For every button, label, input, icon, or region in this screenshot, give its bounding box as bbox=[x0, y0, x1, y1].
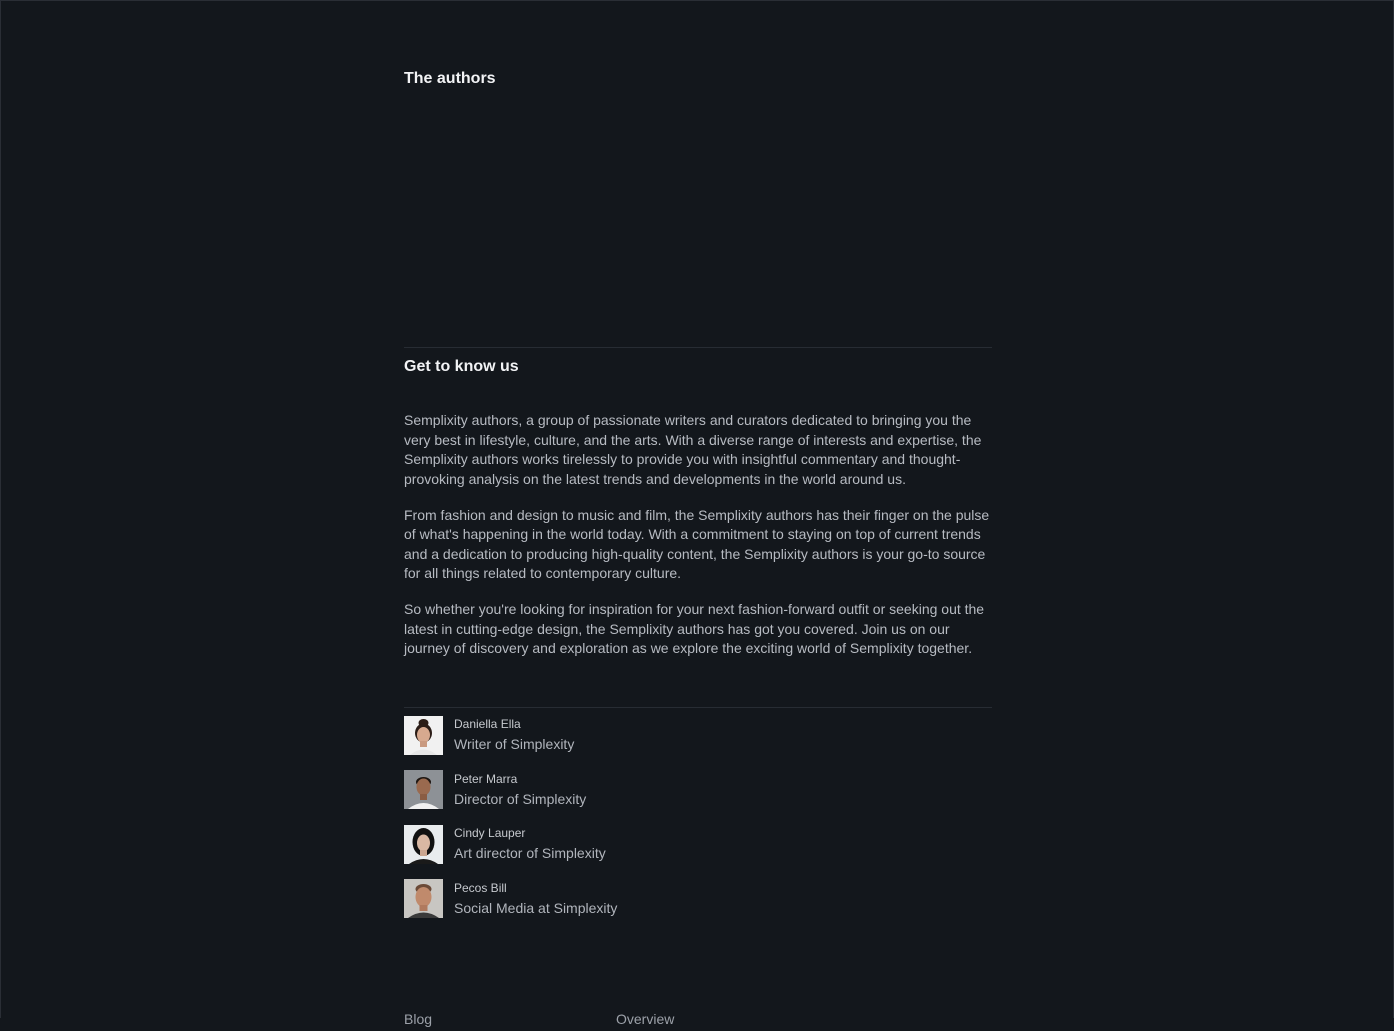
member-role: Writer of Simplexity bbox=[454, 736, 575, 752]
footer-links bbox=[404, 1011, 992, 1031]
member-role: Social Media at Simplexity bbox=[454, 899, 618, 916]
get-to-know-us-title: Get to know us bbox=[404, 358, 519, 375]
team-member-daniella-ella[interactable] bbox=[404, 715, 992, 755]
footer-link-overview[interactable]: Overview bbox=[616, 1011, 675, 1027]
team-member-cindy-lauper[interactable] bbox=[404, 824, 992, 864]
team-divider bbox=[404, 707, 992, 708]
footer-link-blog[interactable]: Blog bbox=[404, 1011, 433, 1027]
authors-title: The authors bbox=[404, 70, 496, 87]
about-paragraph-3: So whether you're looking for inspiration for your next fashion-forward outfit or seeking out the latest in cutting-edge design, the Semplixity authors has got you covered. Join us on our journey of discovery and exploration as we explore the exciting world of Semplixity together. bbox=[404, 601, 985, 656]
avatar bbox=[404, 879, 443, 918]
member-name: Pecos Bill bbox=[454, 880, 507, 895]
member-name: Daniella Ella bbox=[454, 717, 521, 731]
member-name: Cindy Lauper bbox=[454, 826, 526, 840]
avatar bbox=[404, 825, 443, 864]
member-role: Art director of Simplexity bbox=[454, 845, 606, 861]
member-name: Peter Marra bbox=[454, 771, 518, 786]
team-list bbox=[404, 715, 992, 933]
section-divider bbox=[404, 347, 992, 348]
avatar bbox=[404, 716, 443, 755]
about-paragraph-1: Semplixity authors, a group of passionate writers and curators dedicated to bringing you the very best in lifestyle, culture, and the arts. With a diverse range of interests and expertise, the Semplixity authors works tirelessly to provide you with insightful commentary and thought-provoking analysis on the latest trends and developments in the world around us. bbox=[404, 412, 982, 487]
avatar bbox=[404, 770, 443, 809]
about-paragraph-2: From fashion and design to music and film, the Semplixity authors has their finger on the pulse of what's happening in the world today. With a commitment to staying on top of current trends and a dedication to producing high-quality content, the Semplixity authors is your go-to source for all things related to contemporary culture. bbox=[404, 506, 990, 581]
member-role: Director of Simplexity bbox=[454, 790, 587, 807]
about-text bbox=[404, 411, 992, 675]
team-member-pecos-bill[interactable] bbox=[404, 879, 992, 919]
team-member-peter-marra[interactable] bbox=[404, 770, 992, 810]
